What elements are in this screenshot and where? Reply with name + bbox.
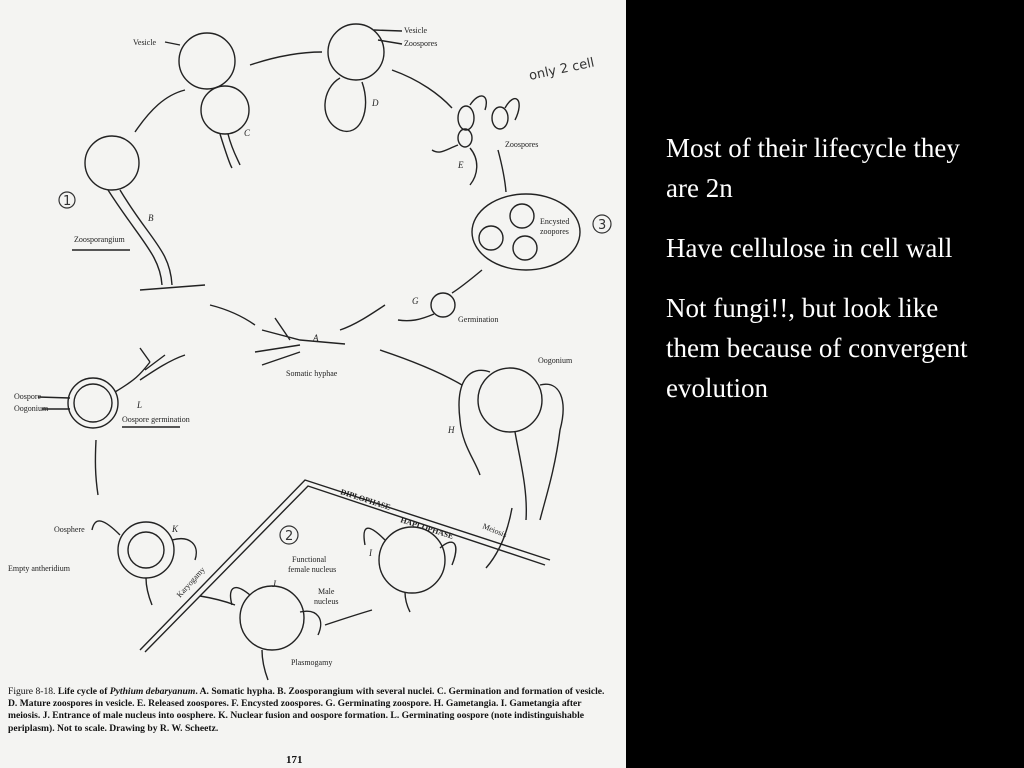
- label-oospore-germination: Oospore germination: [122, 415, 190, 424]
- arrow-b-a: [210, 305, 255, 325]
- label-oospore: Oospore: [14, 392, 42, 401]
- leader-vesicle-c: [165, 42, 180, 45]
- arrow-c-d: [250, 52, 322, 65]
- label-meiosis: Meiosis: [481, 521, 509, 540]
- label-zoosporangium: Zoosporangium: [74, 235, 125, 244]
- stage-letter-g: G: [412, 296, 419, 306]
- label-zoospores-d: Zoospores: [404, 39, 438, 48]
- hypha-base-b: [140, 285, 205, 290]
- vesicle-c-drawing: [179, 33, 235, 89]
- label-karyogamy: Karyogamy: [174, 565, 207, 600]
- arrow-e-f: [498, 150, 506, 192]
- arrow-j-k: [200, 596, 235, 605]
- label-vesicle-d: Vesicle: [404, 26, 428, 35]
- note-not-fungi: Not fungi!!, but look like them because of convergent evolution: [666, 293, 968, 403]
- handwritten-mark-1: 1: [63, 194, 72, 209]
- label-somatic-hyphae: Somatic hyphae: [286, 369, 338, 378]
- stage-letter-a: A: [313, 333, 319, 343]
- vesicle-d-drawing: [328, 24, 384, 80]
- germ-tube-l: [115, 348, 165, 392]
- label-haplophase: HAPLOPHASE: [399, 515, 455, 541]
- figure-caption: [8, 686, 608, 735]
- label-oogonium-l: Oogonium: [14, 404, 49, 413]
- handwritten-only-2-cell: only 2 cell: [527, 55, 596, 84]
- label-vesicle-c: Vesicle: [133, 38, 157, 47]
- cyst-3: [513, 236, 537, 260]
- label-nucleus: nucleus: [314, 597, 339, 606]
- stage-letter-e: E: [458, 160, 464, 170]
- germinating-zoospore-drawing: [431, 293, 455, 317]
- handwritten-mark-2: 2: [285, 529, 294, 544]
- arrow-h-i: [486, 508, 512, 568]
- label-zoospores-e: Zoospores: [505, 140, 539, 149]
- page-number: 171: [286, 754, 303, 766]
- leader-oospore: [38, 397, 70, 398]
- note-lifecycle-2n: Most of their lifecycle they are 2n: [666, 133, 960, 203]
- note-cellulose: Have cellulose in cell wall: [666, 233, 953, 263]
- oogonium-j-drawing: [240, 586, 304, 650]
- zoospore-e2: [492, 107, 508, 129]
- sporangium-c-drawing: [201, 86, 249, 134]
- arrow-i-j: [325, 610, 372, 625]
- label-functional: Functional: [292, 555, 327, 564]
- phase-boundary-line-inner: [145, 486, 545, 652]
- label-zoopores: zoopores: [540, 227, 569, 236]
- arrow-b-c: [135, 90, 185, 132]
- label-oogonium-h: Oogonium: [538, 356, 573, 365]
- label-germination: Germination: [458, 315, 499, 324]
- somatic-hyphae-drawing: [255, 318, 345, 365]
- stage-letter-l: L: [137, 400, 143, 410]
- arrow-d-e: [392, 70, 452, 108]
- arrow-l-a: [140, 355, 185, 380]
- caption-figure-number: Figure 8-18.: [8, 686, 56, 697]
- oospore-l-drawing: [68, 378, 118, 428]
- stage-letter-i: I: [369, 548, 372, 558]
- label-oosphere: Oosphere: [54, 525, 85, 534]
- label-encysted: Encysted: [540, 217, 570, 226]
- handwritten-mark-3: 3: [598, 218, 607, 233]
- stage-letter-d: D: [372, 98, 379, 108]
- zoosporangium-drawing: [85, 136, 139, 190]
- gametangia-i-drawing: [379, 527, 445, 593]
- oospore-k: [128, 532, 164, 568]
- antheridia-h: [459, 370, 563, 520]
- label-diplophase: DIPLOPHASE: [339, 487, 392, 512]
- cyst-1: [510, 204, 534, 228]
- antheridia-i: [364, 528, 456, 612]
- label-plasmogamy: Plasmogamy: [291, 658, 333, 667]
- germ-tube-g: [398, 314, 434, 321]
- caption-body: . A. Somatic hypha. B. Zoosporangium with several nuclei. C. Germination and formation of vesicle. D. Mature zoospores in vesicle. E. Released zoospores. F. Encysted zoospores. G. Germinating zoospore. H. Gametangia. I. Gametangia after meiosis. J. Entrance of male nucleus into oosphere. K. Nuclear fusion and oospore formation. L. Germinating oospore (note indistinguishable periplasm). Not to scale. Drawing by R. W. Scheetz.: [8, 686, 605, 734]
- cyst-2: [479, 226, 503, 250]
- arrow-f-g: [452, 270, 482, 293]
- stage-letter-c: C: [244, 128, 251, 138]
- stage-letter-k: K: [172, 524, 179, 534]
- oogonium-h-drawing: [478, 368, 542, 432]
- stage-letter-b: B: [148, 213, 154, 223]
- label-female-nucleus: female nucleus: [288, 565, 337, 574]
- slide-notes: [666, 128, 996, 428]
- arrow-a-h: [380, 350, 462, 385]
- caption-species: Pythium debaryanum: [109, 686, 196, 697]
- stage-letter-j: J: [272, 579, 276, 589]
- oospore-inner-l: [74, 384, 112, 422]
- zoospore-e3: [458, 129, 472, 147]
- label-empty-antheridium: Empty antheridium: [8, 564, 70, 573]
- label-male: Male: [318, 587, 335, 596]
- stage-letter-h: H: [448, 425, 455, 435]
- caption-lead: Life cycle of: [57, 686, 108, 697]
- stalk-c: [220, 134, 240, 168]
- zoospore-e1: [458, 106, 474, 130]
- oogonium-k-drawing: [118, 522, 174, 578]
- arrow-k-l: [95, 440, 98, 495]
- sporangium-d-drawing: [325, 78, 366, 131]
- arrow-g-a: [340, 305, 385, 330]
- leader-vesicle-d: [374, 30, 402, 31]
